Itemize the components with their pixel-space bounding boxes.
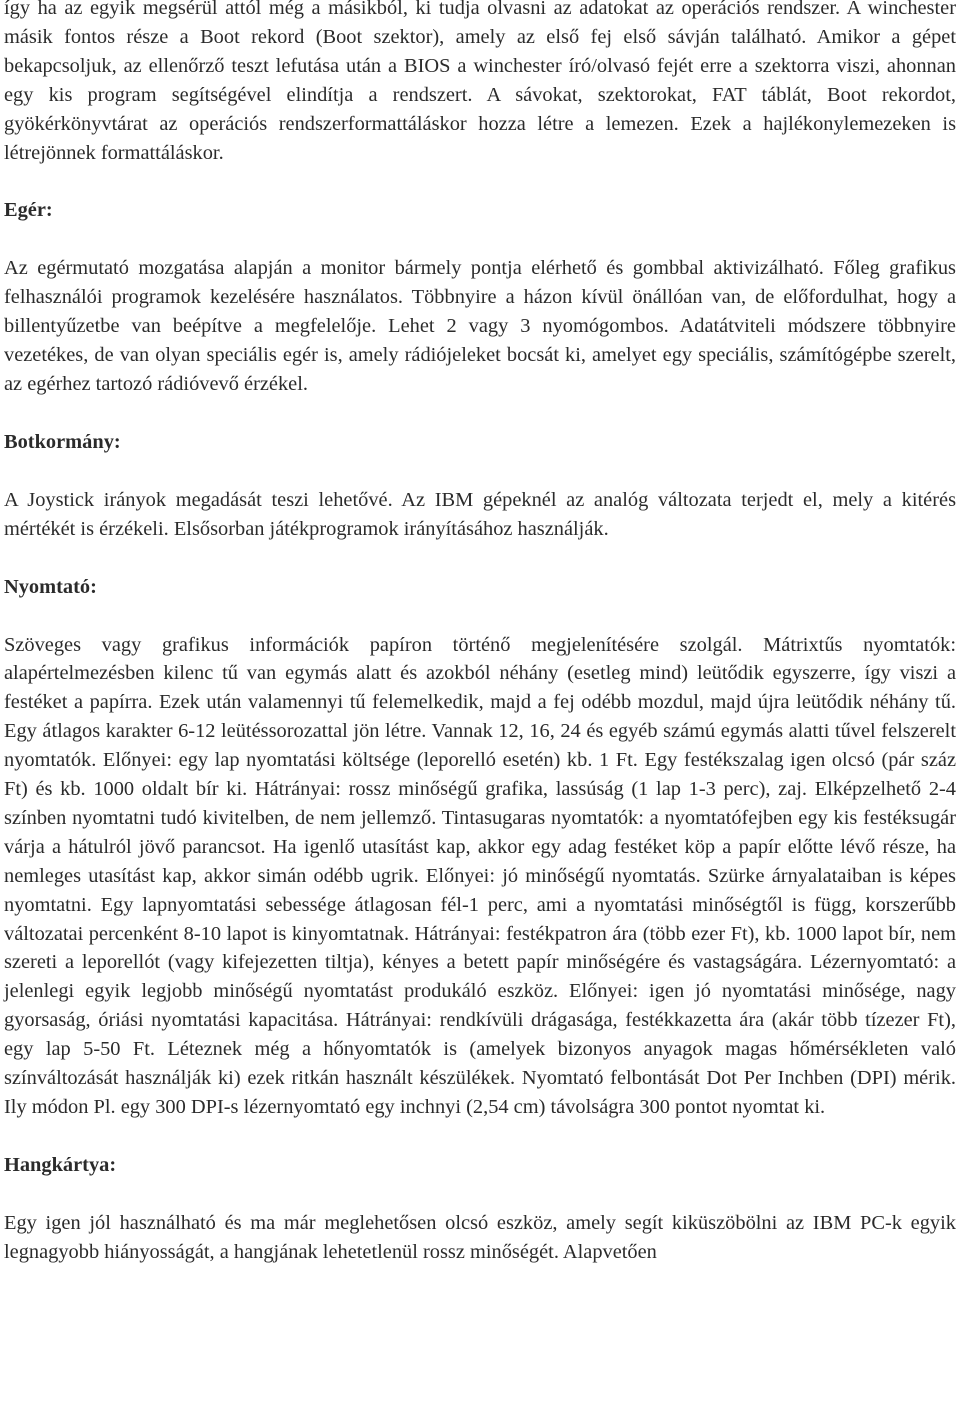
heading-mouse: Egér:	[4, 199, 53, 222]
document-page	[4, 0, 956, 1267]
heading-printer: Nyomtató:	[4, 575, 97, 598]
section-soundcard	[4, 1122, 956, 1267]
paragraph-joystick: A Joystick irányok megadását teszi lehetővé. Az IBM gépeknél az analóg változata terjedt el, mely a kitérés mértékét is érzékeli. Elsősorban játékprogramok irányításához használják.	[4, 488, 956, 540]
section-printer	[4, 544, 956, 1122]
paragraph-soundcard: Egy igen jól használható és ma már meglehetősen olcsó eszköz, amely segít kiküszöbölni az IBM PC-k egyik legnagyobb hiányosságát, a hangjának lehetetlenül rossz minőségét. Alapvetően	[4, 1211, 956, 1263]
paragraph-printer: Szöveges vagy grafikus információk papíron történő megjelenítésére szolgál. Mátrixtűs nyomtatók: alapértelmezésben kilenc tű van egymás alatt és azokból néhány (esetleg mind) leütődik egyszerre, így viszi a festéket a papírra. Ezek után valamennyi tű felemelkedik, majd a fej odébb mozdul, majd újra leütődik néhány tű. Egy átlagos karakter 6-12 leütéssorozattal jön létre. Vannak 12, 16, 24 és egyéb számú egymás alatti tűvel felszerelt nyomtatók. Előnyei: egy lap nyomtatási költsége (leporelló esetén) kb. 1 Ft. Egy festékszalag igen olcsó (pár száz Ft) és kb. 1000 oldalt bír ki. Hátrányai: rossz minőségű grafika, lassúság (1 lap 1-3 perc), zaj. Elképzelhető 2-4 színben nyomtatni tudó kivitelben, de nem jellemző. Tintasugaras nyomtatók: a nyomtatófejben egy kis festéksugár várja a hátulról jövő parancsot. Ha igenlő utasítást kap, akkor egy adag festéket köp a papír előtte lévő része, ha nemleges utasítást kap, akkor simán odébb ugrik. Előnyei: jó minőségű nyomtatás. Szürke árnyalataiban is képes nyomtatni. Egy lapnyomtatási sebessége átlagosan fél-1 perc, ami a nyomtatási minőségtől is függ, korszerűbb változatai percenként 8-10 lapot is kinyomtatnak. Hátrányai: festékpatron ára (több ezer Ft), kb. 1000 lapot bír, nem szereti a leporellót (vagy kifejezetten tiltja), kényes a betett papír minőségére és vastagságára. Lézernyomtató: a jelenlegi egyik legjobb minőségű nyomtatást produkáló eszköz. Előnyei: igen jó nyomtatási minősége, nagy gyorsaság, óriási nyomtatási kapacitása. Hátrányai: rendkívüli drágasága, festékkazetta ára (akár több tízezer Ft), egy lap 5-50 Ft. Léteznek még a hőnyomtatók is (amelyek bizonyos anyagok magas hőmérsékleten való színváltozását használják ki) ezek ritkán használt készülékek. Nyomtató felbontását Dot Per Inchben (DPI) mérik. Ily módon Pl. egy 300 DPI-s lézernyomtató egy inchnyi (2,54 cm) távolságra 300 pontot nyomtat ki.	[4, 633, 956, 1118]
heading-joystick: Botkormány:	[4, 430, 121, 453]
section-mouse	[4, 167, 956, 398]
section-joystick	[4, 399, 956, 544]
intro-paragraph: így ha az egyik megsérül attól még a másikból, ki tudja olvasni az adatokat az operációs rendszer. A winchester másik fontos része a Boot rekord (Boot szektor), amely az első fej első sávján található. Amikor a gépet bekapcsoljuk, az ellenőrző teszt lefutása után a BIOS a winchester író/olvasó fejét erre a szektorra viszi, ahonnan egy kis program segítségével elindítja a rendszert. A sávokat, szektorokat, FAT táblát, Boot rekordot, gyökérkönyvtárat az operációs rendszerformattáláskor hozza létre a lemezen. Ezek a hajlékonylemezeken is létrejönnek formattáláskor.	[4, 0, 956, 164]
paragraph-mouse: Az egérmutató mozgatása alapján a monitor bármely pontja elérhető és gombbal aktivizálható. Főleg grafikus felhasználói programok kezelésére használatos. Többnyire a házon kívül önállóan van, de előfordulhat, hogy a billentyűzetbe van beépítve a megfelelője. Lehet 2 vagy 3 nyomógombos. Adatátviteli módszere többnyire vezetékes, de van olyan speciális egér is, amely rádiójeleket bocsát ki, amelyet egy speciális, számítógépbe szerelt, az egérhez tartozó rádióvevő érzékel.	[4, 257, 956, 395]
heading-soundcard: Hangkártya:	[4, 1153, 117, 1176]
